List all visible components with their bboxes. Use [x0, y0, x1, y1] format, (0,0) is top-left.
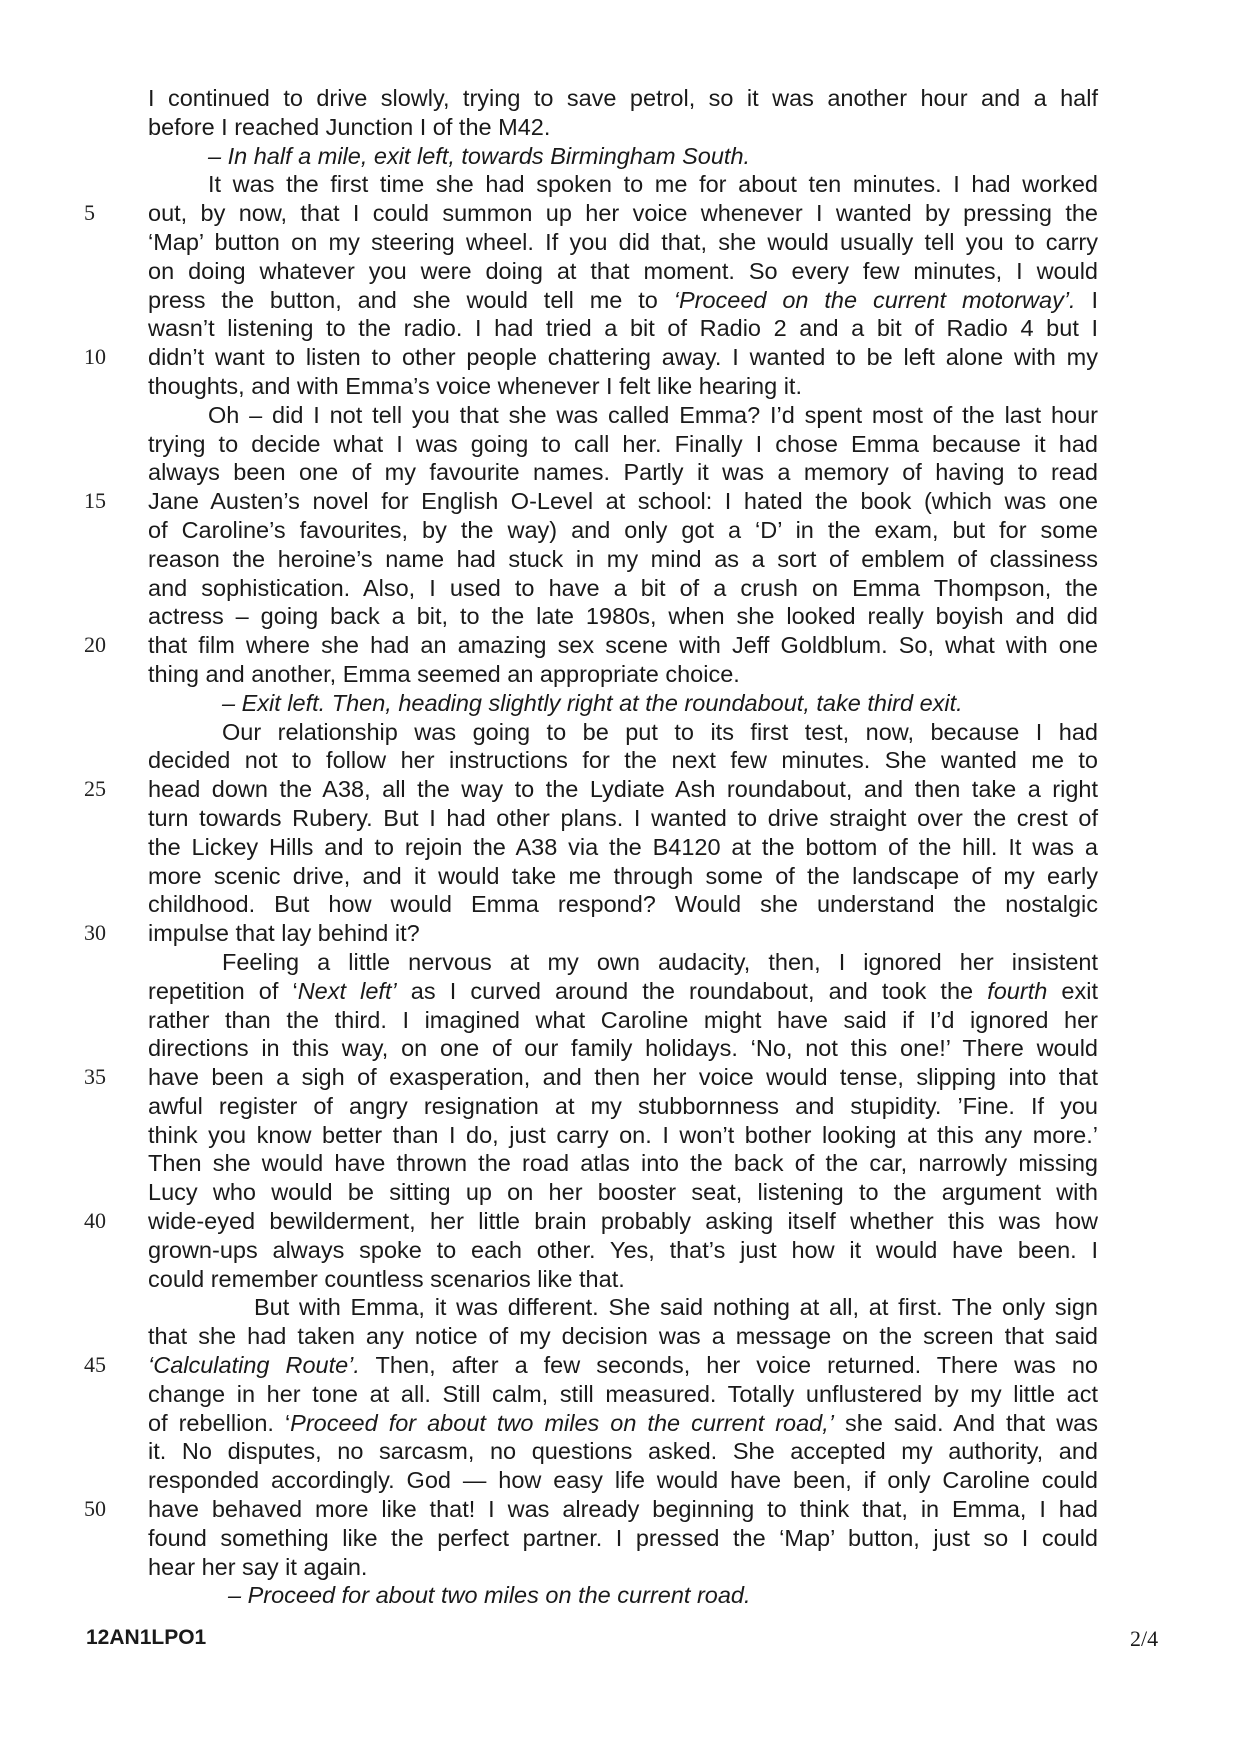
- passage-line: [0, 142, 1240, 171]
- line-segment-italic: fourth: [987, 977, 1048, 1004]
- line-text: change in her tone at all. Still calm, still measured. Totally unflustered by my little act: [148, 1380, 1098, 1407]
- passage-line: [0, 84, 1240, 113]
- line-text: Our relationship was going to be put to its first test, now, because I had: [222, 718, 1098, 745]
- passage-line: [0, 804, 1240, 833]
- passage-line: [0, 257, 1240, 286]
- line-segment: press the button, and she would tell me to: [148, 286, 674, 313]
- line-text: out, by now, that I could summon up her voice whenever I wanted by pressing the: [148, 200, 1098, 227]
- passage-line: [0, 1351, 1240, 1380]
- line-text: always been one of my favourite names. Partly it was a memory of having to read: [148, 459, 1098, 486]
- line-text: the Lickey Hills and to rejoin the A38 via the B4120 at the bottom of the hill. It was a: [148, 833, 1098, 860]
- line-text: trying to decide what I was going to call her. Finally I chose Emma because it had: [148, 430, 1098, 457]
- line-text: actress – going back a bit, to the late 1980s, when she looked really boyish and did: [148, 603, 1098, 630]
- passage-line: [0, 948, 1240, 977]
- passage-line: [0, 660, 1240, 689]
- passage-line: [0, 1293, 1240, 1322]
- line-text: [148, 1351, 1098, 1380]
- line-text: reason the heroine’s name had stuck in my mind as a sort of emblem of classiness: [148, 545, 1098, 572]
- passage-line: [0, 1207, 1240, 1236]
- line-text: thing and another, Emma seemed an appropriate choice.: [148, 660, 740, 687]
- passage-line: [0, 862, 1240, 891]
- line-number: 25: [84, 776, 106, 802]
- passage-line: [0, 1149, 1240, 1178]
- satnav-instruction: – Proceed for about two miles on the current road.: [228, 1582, 751, 1609]
- line-text: thoughts, and with Emma’s voice whenever I felt like hearing it.: [148, 372, 802, 399]
- passage-line: [0, 775, 1240, 804]
- passage-line: [0, 1524, 1240, 1553]
- line-text: on doing whatever you were doing at that moment. So every few minutes, I would: [148, 257, 1098, 284]
- line-text: that film where she had an amazing sex scene with Jeff Goldblum. So, what with one: [148, 632, 1098, 659]
- passage-line: [0, 430, 1240, 459]
- line-segment: I: [1075, 286, 1098, 313]
- line-number: 5: [84, 200, 95, 226]
- passage-line: [0, 372, 1240, 401]
- passage-line: [0, 1092, 1240, 1121]
- passage-line: [0, 1466, 1240, 1495]
- passage-line: [0, 199, 1240, 228]
- passage-text: [0, 84, 1240, 1610]
- passage-line: [0, 689, 1240, 718]
- line-segment: she said. And that was: [834, 1409, 1098, 1436]
- line-segment-italic: Proceed for about two miles on the current road,’: [290, 1409, 834, 1436]
- passage-line: [0, 890, 1240, 919]
- line-text: responded accordingly. God — how easy life would have been, if only Caroline could: [148, 1467, 1098, 1494]
- passage-line: [0, 1322, 1240, 1351]
- line-text: [148, 1409, 1098, 1438]
- line-text: wide-eyed bewilderment, her little brain probably asking itself whether this was how: [148, 1208, 1098, 1235]
- passage-line: [0, 1265, 1240, 1294]
- passage-line: [0, 1495, 1240, 1524]
- line-text: Then she would have thrown the road atlas into the back of the car, narrowly missing: [148, 1150, 1098, 1177]
- passage-line: [0, 1034, 1240, 1063]
- line-number: 15: [84, 488, 106, 514]
- passage-line: [0, 286, 1240, 315]
- passage-line: [0, 977, 1240, 1006]
- line-text: found something like the perfect partner. I pressed the ‘Map’ button, just so I could: [148, 1524, 1098, 1551]
- line-text: Lucy who would be sitting up on her booster seat, listening to the argument with: [148, 1179, 1098, 1206]
- passage-line: [0, 1006, 1240, 1035]
- line-text: [148, 977, 1098, 1006]
- passage-line: [0, 113, 1240, 142]
- line-text: ‘Map’ button on my steering wheel. If you did that, she would usually tell you to carry: [148, 228, 1098, 255]
- passage-line: [0, 545, 1240, 574]
- line-text: awful register of angry resignation at my stubbornness and stupidity. ’Fine. If you: [148, 1092, 1098, 1119]
- passage-line: [0, 1437, 1240, 1466]
- passage-line: [0, 574, 1240, 603]
- line-text: head down the A38, all the way to the Lydiate Ash roundabout, and then take a right: [148, 776, 1098, 803]
- line-segment: exit: [1047, 977, 1098, 1004]
- line-number: 10: [84, 344, 106, 370]
- passage-line: [0, 1178, 1240, 1207]
- passage-line: [0, 487, 1240, 516]
- satnav-instruction: – Exit left. Then, heading slightly right at the roundabout, take third exit.: [222, 689, 963, 716]
- line-text: [148, 286, 1098, 315]
- line-text: directions in this way, on one of our family holidays. ‘No, not this one!’ There would: [148, 1035, 1098, 1062]
- line-text: have been a sigh of exasperation, and then her voice would tense, slipping into that: [148, 1064, 1098, 1091]
- passage-line: [0, 170, 1240, 199]
- passage-line: [0, 919, 1240, 948]
- passage-line: [0, 631, 1240, 660]
- passage-line: [0, 1581, 1240, 1610]
- line-text: have behaved more like that! I was already beginning to think that, in Emma, I had: [148, 1496, 1098, 1523]
- passage-line: [0, 1063, 1240, 1092]
- line-text: more scenic drive, and it would take me through some of the landscape of my early: [148, 862, 1098, 889]
- line-segment: Then, after a few seconds, her voice returned. There was no: [359, 1352, 1098, 1379]
- line-text: decided not to follow her instructions for the next few minutes. She wanted me to: [148, 747, 1098, 774]
- line-text: But with Emma, it was different. She said nothing at all, at first. The only sign: [254, 1294, 1098, 1321]
- line-segment-italic: ‘Calculating Route’.: [148, 1352, 360, 1379]
- passage-line: [0, 228, 1240, 257]
- line-text: childhood. But how would Emma respond? Would she understand the nostalgic: [148, 891, 1098, 918]
- line-number: 20: [84, 632, 106, 658]
- passage-line: [0, 343, 1240, 372]
- line-text: think you know better than I do, just carry on. I won’t bother looking at this any more.’: [148, 1121, 1098, 1148]
- passage-line: [0, 1553, 1240, 1582]
- line-number: 40: [84, 1208, 106, 1234]
- line-segment: of rebellion. ‘: [148, 1409, 291, 1436]
- line-text: before I reached Junction I of the M42.: [148, 113, 551, 140]
- line-segment: repetition of ‘: [148, 977, 298, 1004]
- line-text: hear her say it again.: [148, 1553, 368, 1580]
- line-text: didn’t want to listen to other people chattering away. I wanted to be left alone with my: [148, 344, 1098, 371]
- line-text: Feeling a little nervous at my own audacity, then, I ignored her insistent: [222, 948, 1098, 975]
- line-segment-italic: ‘Proceed on the current motorway’.: [673, 286, 1076, 313]
- passage-line: [0, 1380, 1240, 1409]
- line-number: 30: [84, 920, 106, 946]
- passage-line: [0, 718, 1240, 747]
- passage-line: [0, 1409, 1240, 1438]
- passage-line: [0, 516, 1240, 545]
- line-text: I continued to drive slowly, trying to save petrol, so it was another hour and a half: [148, 85, 1098, 111]
- line-text: It was the first time she had spoken to me for about ten minutes. I had worked: [208, 171, 1098, 198]
- line-text: rather than the third. I imagined what Caroline might have said if I’d ignored her: [148, 1006, 1098, 1033]
- line-number: 35: [84, 1064, 106, 1090]
- line-text: it. No disputes, no sarcasm, no questions asked. She accepted my authority, and: [148, 1438, 1098, 1465]
- passage-line: [0, 602, 1240, 631]
- line-text: wasn’t listening to the radio. I had tried a bit of Radio 2 and a bit of Radio 4 but I: [148, 315, 1098, 342]
- line-text: could remember countless scenarios like that.: [148, 1265, 625, 1292]
- passage-line: [0, 1121, 1240, 1150]
- line-segment: as I curved around the roundabout, and took the: [396, 977, 988, 1004]
- line-number: 50: [84, 1496, 106, 1522]
- line-segment-italic: Next left’: [297, 977, 397, 1004]
- line-text: and sophistication. Also, I used to have a bit of a crush on Emma Thompson, the: [148, 574, 1098, 601]
- passage-line: [0, 746, 1240, 775]
- line-text: impulse that lay behind it?: [148, 920, 420, 947]
- passage-line: [0, 314, 1240, 343]
- satnav-instruction: – In half a mile, exit left, towards Birmingham South.: [208, 142, 751, 169]
- line-number: 45: [84, 1352, 106, 1378]
- passage-line: [0, 458, 1240, 487]
- line-text: that she had taken any notice of my decision was a message on the screen that said: [148, 1323, 1098, 1350]
- passage-line: [0, 1236, 1240, 1265]
- line-text: grown-ups always spoke to each other. Yes, that’s just how it would have been. I: [148, 1236, 1098, 1263]
- page-number: 2/4: [1130, 1626, 1159, 1651]
- line-text: Oh – did I not tell you that she was called Emma? I’d spent most of the last hour: [208, 401, 1098, 428]
- line-text: Jane Austen’s novel for English O-Level at school: I hated the book (which was one: [148, 488, 1098, 515]
- passage-line: [0, 833, 1240, 862]
- line-text: turn towards Rubery. But I had other plans. I wanted to drive straight over the crest of: [148, 804, 1098, 831]
- line-text: of Caroline’s favourites, by the way) and only got a ‘D’ in the exam, but for some: [148, 516, 1098, 543]
- paper-code: 12AN1LPO1: [86, 1626, 207, 1649]
- passage-line: [0, 401, 1240, 430]
